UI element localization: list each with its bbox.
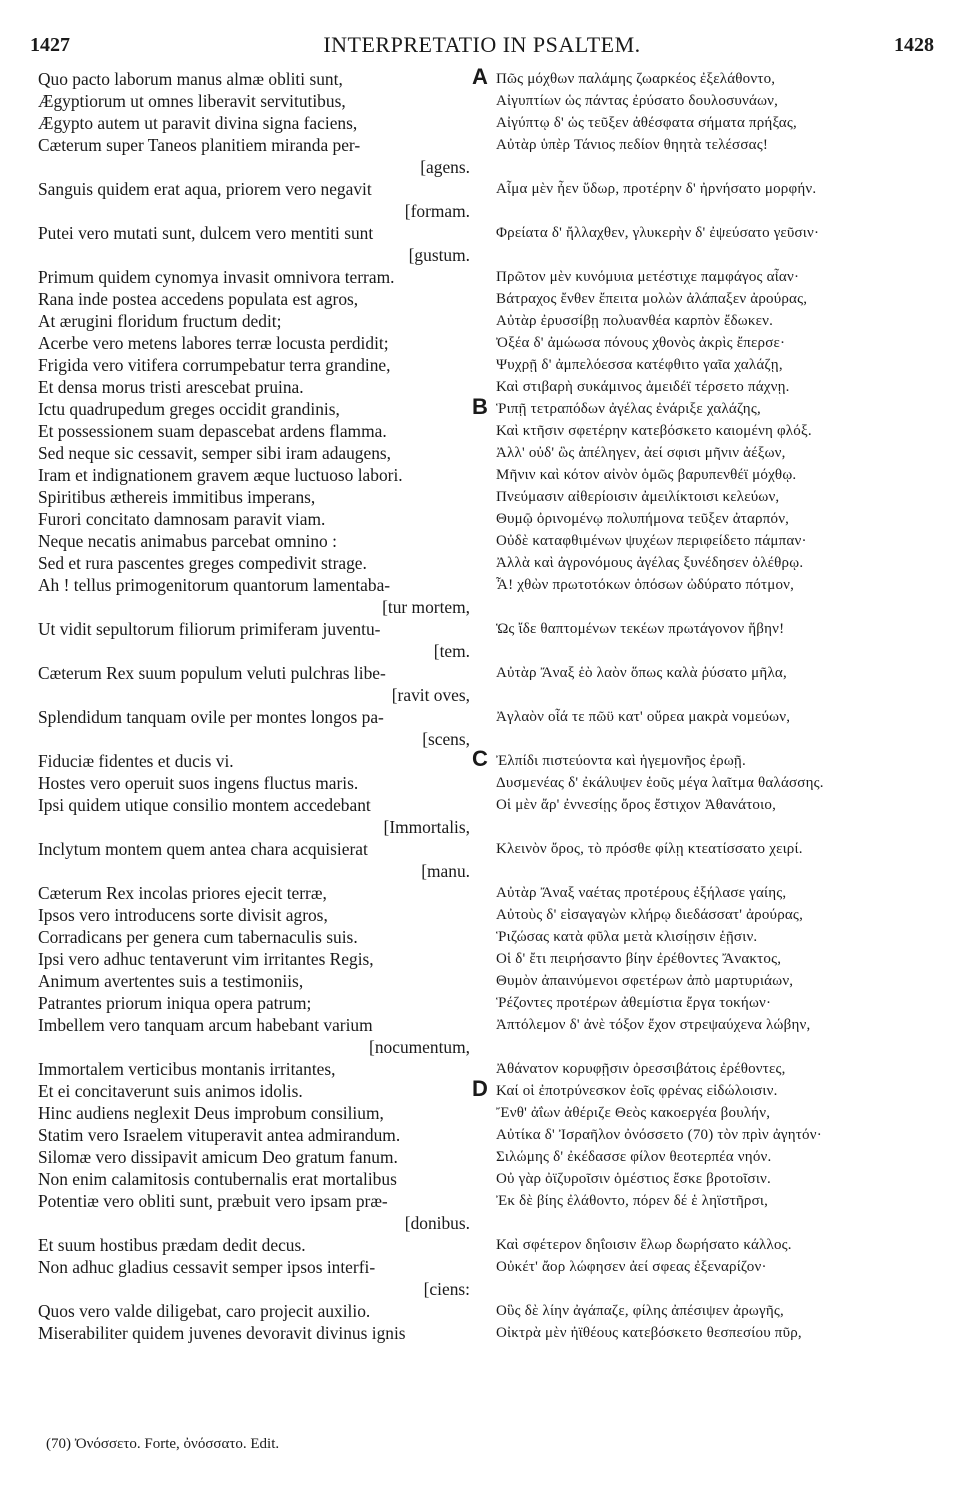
greek-spacer [496, 596, 936, 618]
latin-line: Fiduciæ fidentes et ducis vi. [38, 751, 234, 771]
greek-line [496, 662, 936, 684]
latin-line: Corradicans per genera cum tabernaculis suis. [38, 927, 358, 947]
greek-line [496, 970, 936, 992]
latin-line: Ipsos vero introducens sorte divisit agros, [38, 905, 328, 925]
greek-line [496, 772, 936, 794]
greek-line-text: Ἀπτόλεμον δ' ἀνὲ τόξον ἔχον στρεψαύχενα λώβην, [496, 1017, 811, 1033]
greek-line-text: Αἰγυπτίων ὡς πάντας ἐρύσατο δουλοσυνάων, [496, 93, 779, 109]
latin-line: Hostes vero operuit suos ingens fluctus maris. [38, 773, 359, 793]
latin-line: At ærugini floridum fructum dedit; [38, 311, 282, 331]
latin-line-continuation: [manu. [421, 861, 470, 881]
greek-line [496, 882, 936, 904]
latin-line-continuation: [donibus. [404, 1213, 470, 1233]
greek-line [496, 794, 936, 816]
greek-line [496, 332, 936, 354]
latin-line: Ægyptiorum ut omnes liberavit servitutibus, [38, 91, 346, 111]
greek-line-text: Δυσμενέας δ' ἐκάλυψεν ἑοῦς μέγα λαῖτμα θαλάσσης. [496, 775, 824, 791]
greek-spacer [496, 640, 936, 662]
greek-spacer [496, 1036, 936, 1058]
latin-line: Hinc audiens neglexit Deus improbum consilium, [38, 1103, 384, 1123]
latin-line: Cæterum Rex suum populum veluti pulchras libe- [38, 663, 386, 683]
greek-line [496, 354, 936, 376]
greek-line-text: Θυμῷ ὀρινομένῳ πολυπήμονα τεῦξεν ἀταρπόν, [496, 511, 790, 527]
greek-line [496, 442, 936, 464]
latin-line: Sed et rura pascentes greges compedivit strage. [38, 553, 367, 573]
greek-column [472, 64, 936, 1344]
latin-line: Patrantes priorum iniqua opera patrum; [38, 993, 312, 1013]
greek-line-text: Αὐτοὺς δ' εἰσαγαγὼν κλήρῳ διεδάσσατ' ἀρούρας, [496, 907, 804, 923]
latin-line: Spiritibus æthereis immitibus imperans, [38, 487, 316, 507]
greek-line-text: Ἐκ δὲ βίης ἐλάθοντο, πόρεν δέ ἑ ληϊστῆρσι, [496, 1193, 769, 1209]
greek-line-text: Ἀλλ' οὐδ' ὣς ἀπέληγεν, ἀεί σφισι μῆνιν ἀέξων, [496, 445, 786, 461]
greek-line-text: Οὐκέτ' ἄορ λώφησεν ἀεί σφεας ἐξεναρίζον· [496, 1259, 767, 1275]
greek-line-text: Οὐδὲ καταφθιμένων ψυχέων περιφείδετο πάμπαν· [496, 533, 807, 549]
latin-line-continuation: [ciens: [423, 1279, 470, 1299]
page-number-right: 1428 [894, 34, 934, 56]
latin-line: Non enim calamitosis contubernalis erat mortalibus [38, 1169, 397, 1189]
greek-line-text: Ῥιπῇ τετραπόδων ἀγέλας ἐνάριξε χαλάζης, [496, 401, 761, 417]
greek-spacer [496, 156, 936, 178]
section-marker: B [472, 394, 489, 419]
latin-line-continuation: [scens, [422, 729, 470, 749]
greek-line-text: Σιλώμης δ' ἐκέδασσε φίλον θεοτερπέα νηόν. [496, 1149, 772, 1165]
latin-line-continuation: [Immortalis, [383, 817, 470, 837]
greek-line [496, 288, 936, 310]
greek-line [496, 134, 936, 156]
latin-line: Sanguis quidem erat aqua, priorem vero negavit [38, 179, 372, 199]
latin-line: Silomæ vero dissipavit amicum Deo gratum fanum. [38, 1147, 398, 1167]
greek-line [496, 1256, 936, 1278]
greek-line-text: Πρῶτον μὲν κυνόμυια μετέστιχε παμφάγος αἶαν· [496, 269, 800, 285]
greek-line [496, 222, 936, 244]
latin-line: Ipsi quidem utique consilio montem accedebant [38, 795, 371, 815]
greek-line-text: Αἷμα μὲν ἦεν ὕδωρ, προτέρην δ' ἠρνήσατο μορφήν. [496, 181, 817, 197]
greek-line [496, 1168, 936, 1190]
greek-line [496, 948, 936, 970]
greek-line-text: Κλεινὸν ὄρος, τὸ πρόσθε φίλῃ κτεατίσσατο χειρί. [496, 841, 803, 857]
greek-line [496, 178, 936, 200]
greek-line [496, 1124, 936, 1146]
greek-line-text: Καὶ σφέτερον δηΐοισιν ἕλωρ δωρήσατο κάλλος. [496, 1237, 792, 1253]
page-number-left: 1427 [30, 34, 70, 56]
section-marker: C [472, 746, 489, 771]
greek-line [496, 376, 936, 398]
latin-line: Splendidum tanquam ovile per montes longos pa- [38, 707, 384, 727]
greek-spacer [496, 1278, 936, 1300]
greek-line-text: Πνεύμασιν αἰθερίοισιν ἀμειλίκτοισι κελεύων, [496, 489, 780, 505]
latin-line: Ictu quadrupedum greges occidit grandinis, [38, 399, 340, 419]
latin-line: Cæterum Rex incolas priores ejecit terræ, [38, 883, 327, 903]
greek-line-text: Ἔνθ' ἀΐων ἀθέριζε Θεὸς κακοεργέα βουλήν, [496, 1105, 771, 1121]
greek-line [496, 508, 936, 530]
greek-line-text: Ὡς ἴδε θαπτομένων τεκέων πρωτάγονον ἥβην! [496, 621, 785, 637]
latin-line: Putei vero mutati sunt, dulcem vero mentiti sunt [38, 223, 374, 243]
latin-line: Imbellem vero tanquam arcum habebant varium [38, 1015, 373, 1035]
latin-line: Inclytum montem quem antea chara acquisierat [38, 839, 368, 859]
latin-line: Frigida vero vitifera corrumpebatur terra grandine, [38, 355, 391, 375]
greek-line [472, 746, 936, 772]
greek-line [496, 552, 936, 574]
greek-line-text: Ἀλλὰ καὶ ἀγρονόμους ἀγέλας ξυνέδησεν ὀλέθρῳ. [496, 555, 804, 571]
greek-spacer [496, 816, 936, 838]
greek-line-text: Οὐ γὰρ ὀϊζυροῖσιν ὁμέστιος ἔσκε βροτοῖσιν. [496, 1171, 771, 1187]
greek-line [496, 992, 936, 1014]
greek-line [496, 618, 936, 640]
latin-line: Et possessionem suam depascebat ardens flamma. [38, 421, 387, 441]
greek-spacer [496, 200, 936, 222]
greek-line-text: Καὶ στιβαρὴ συκάμινος ἀμειδέϊ τέρσετο πάχνῃ. [496, 379, 790, 395]
section-marker: D [472, 1076, 489, 1101]
greek-line [496, 904, 936, 926]
section-marker: A [472, 64, 489, 89]
greek-line [496, 90, 936, 112]
latin-line-continuation: [agens. [420, 157, 470, 177]
latin-line: Statim vero Israelem vituperavit antea admirandum. [38, 1125, 401, 1145]
greek-line [496, 1058, 936, 1080]
greek-line-text: Οἱ δ' ἔτι πειρήσαντο βίην ἐρέθοντες Ἄνακτος, [496, 951, 782, 967]
greek-line-text: Ῥέζοντες προτέρων ἀθεμίστια ἔργα τοκήων· [496, 995, 772, 1011]
greek-line-text: Πῶς μόχθων παλάμης ζωαρκέος ἐξελάθοντο, [496, 71, 776, 87]
greek-line [496, 1146, 936, 1168]
latin-line: Cæterum super Taneos planitiem miranda per- [38, 135, 361, 155]
page-title: INTERPRETATIO IN PSALTEM. [323, 32, 641, 57]
greek-line [496, 838, 936, 860]
greek-line [496, 1300, 936, 1322]
greek-line-text: Οὓς δὲ λίην ἀγάπαζε, φίλης ἀπέσιψεν ἀρωγῆς, [496, 1303, 784, 1319]
greek-line-text: Αἰγύπτῳ δ' ὡς τεῦξεν ἀθέσφατα σήματα πρήξας, [496, 115, 797, 131]
greek-line [496, 464, 936, 486]
greek-line-text: Βάτραχος ἔνθεν ἔπειτα μολὼν ἀλάπαξεν ἀρούρας, [496, 291, 808, 307]
latin-line: Iram et indignationem gravem æque luctuoso labori. [38, 465, 403, 485]
greek-line-text: Φρείατα δ' ἤλλαχθεν, γλυκερὴν δ' ἐψεύσατο γεῦσιν· [496, 225, 820, 241]
latin-column [34, 68, 472, 1344]
greek-line [496, 112, 936, 134]
latin-line-continuation: [nocumentum, [369, 1037, 470, 1057]
greek-spacer [496, 860, 936, 882]
latin-line: Neque necatis animabus parcebat omnino : [38, 531, 337, 551]
greek-line-text: Θυμὸν ἀπαινύμενοι σφετέρων ἀπὸ μαρτυριάων, [496, 973, 794, 989]
greek-line-text: Ἀθάνατον κορυφῇσιν ὀρεσσιβάτοις ἐρέθοντες, [496, 1061, 786, 1077]
latin-line: Furori concitato damnosam paravit viam. [38, 509, 326, 529]
greek-line [496, 486, 936, 508]
latin-line: Et ei concitaverunt suis animos idolis. [38, 1081, 303, 1101]
greek-line [496, 1102, 936, 1124]
greek-line [496, 1234, 936, 1256]
latin-line: Ut vidit sepultorum filiorum primiferam juventu- [38, 619, 381, 639]
greek-spacer [496, 728, 936, 750]
latin-line: Primum quidem cynomya invasit omnivora terram. [38, 267, 395, 287]
greek-line [472, 64, 936, 90]
greek-line-text: Οἱ μὲν ἄρ' ἐννεσίῃς ὄρος ἔστιχον Ἀθανάτοιο, [496, 797, 777, 813]
greek-line-text: Ὀξέα δ' ἀμώωσα πόνους χθονὸς ἀκρὶς ἔπερσε· [496, 335, 786, 351]
greek-line [496, 420, 936, 442]
greek-spacer [496, 684, 936, 706]
greek-line-text: Καὶ κτῆσιν σφετέρην κατεβόσκετο καιομένη φλόξ. [496, 423, 812, 439]
latin-line: Ægypto autem ut paravit divina signa faciens, [38, 113, 358, 133]
latin-line-continuation: [ravit oves, [391, 685, 470, 705]
greek-spacer [496, 244, 936, 266]
latin-line: Ipsi vero adhuc tentaverunt vim irritantes Regis, [38, 949, 374, 969]
greek-line-text: Ἐλπίδι πιστεύοντα καὶ ἡγεμονῆος ἐρωῇ. [496, 753, 746, 769]
latin-line: Quo pacto laborum manus almæ obliti sunt, [38, 69, 343, 89]
greek-line-text: Ἆ! χθὼν πρωτοτόκων ὁπόσων ὠδύρατο πότμον, [496, 577, 795, 593]
latin-line-continuation: [formam. [404, 201, 470, 221]
greek-line [496, 310, 936, 332]
greek-line-text: Ψυχρῇ δ' ἀμπελόεσσα κατέφθιτο γαῖα χαλάζῃ, [496, 357, 783, 373]
greek-line [496, 530, 936, 552]
latin-line-continuation: [tur mortem, [382, 597, 470, 617]
latin-line: Quos vero valde diligebat, caro projecit auxilio. [38, 1301, 371, 1321]
greek-line [496, 1322, 936, 1344]
greek-line-text: Οἰκτρὰ μὲν ἠϊθέους κατεβόσκετο θεσπεσίου πῦρ, [496, 1325, 802, 1341]
latin-line-continuation: [gustum. [408, 245, 470, 265]
greek-line [472, 1076, 936, 1102]
greek-line-text: Αὐτὰρ Ἄναξ ναέτας προτέρους ἐξήλασε γαίης, [496, 885, 787, 901]
running-header [0, 30, 964, 64]
latin-line: Immortalem verticibus montanis irritantes, [38, 1059, 336, 1079]
latin-line: Non adhuc gladius cessavit semper ipsos interfi- [38, 1257, 376, 1277]
greek-line-text: Μῆνιν καὶ κότον αἰνὸν ὁμῶς βαρυπενθέϊ μόχθῳ. [496, 467, 797, 483]
greek-line-text: Καί οἱ ἐποτρύνεσκον ἑοῖς φρένας εἰδώλοισιν. [496, 1083, 778, 1099]
greek-line-text: Ῥιζώσας κατὰ φῦλα μετὰ κλισίῃσιν ἑῇσιν. [496, 929, 758, 945]
latin-line: Sed neque sic cessavit, semper sibi iram adaugens, [38, 443, 392, 463]
greek-line-text: Αὐτίκα δ' Ἰσραῆλον ὀνόσσετο (70) τὸν πρὶν ἀγητόν· [496, 1127, 822, 1143]
greek-line-text: Αὐτὰρ ὑπὲρ Τάνιος πεδίον θηητὰ τελέσσας! [496, 137, 769, 153]
greek-line-text: Ἀγλαὸν οἷά τε πῶϋ κατ' οὔρεα μακρὰ νομεύων, [496, 709, 791, 725]
greek-line [496, 1014, 936, 1036]
footnote: (70) Ὀνόσσετο. Forte, ὀνόσσατο. Edit. [46, 1436, 280, 1452]
greek-line [496, 706, 936, 728]
greek-line [496, 926, 936, 948]
greek-line [496, 574, 936, 596]
greek-line [472, 394, 936, 420]
latin-line: Acerbe vero metens labores terræ locusta perdidit; [38, 333, 389, 353]
latin-line-continuation: [tem. [433, 641, 470, 661]
latin-line: Rana inde postea accedens populata est agros, [38, 289, 359, 309]
latin-line: Ah ! tellus primogenitorum quantorum lamentaba- [38, 575, 391, 595]
latin-line: Miserabiliter quidem juvenes devoravit divinus ignis [38, 1323, 406, 1343]
greek-line-text: Αὐτὰρ ἐρυσσίβῃ πολυανθέα καρπὸν ἔδωκεν. [496, 313, 774, 329]
latin-line: Animum avertentes suis a testimoniis, [38, 971, 304, 991]
latin-line: Et densa morus tristi arescebat pruina. [38, 377, 304, 397]
greek-line [496, 1190, 936, 1212]
latin-line: Potentiæ vero obliti sunt, præbuit vero ipsam præ- [38, 1191, 388, 1211]
latin-line: Et suum hostibus prædam dedit decus. [38, 1235, 306, 1255]
greek-line-text: Αὐτὰρ Ἄναξ ἑὸ λαὸν ὅπως καλὰ ῥύσατο μῆλα, [496, 665, 787, 681]
greek-spacer [496, 1212, 936, 1234]
greek-line [496, 266, 936, 288]
